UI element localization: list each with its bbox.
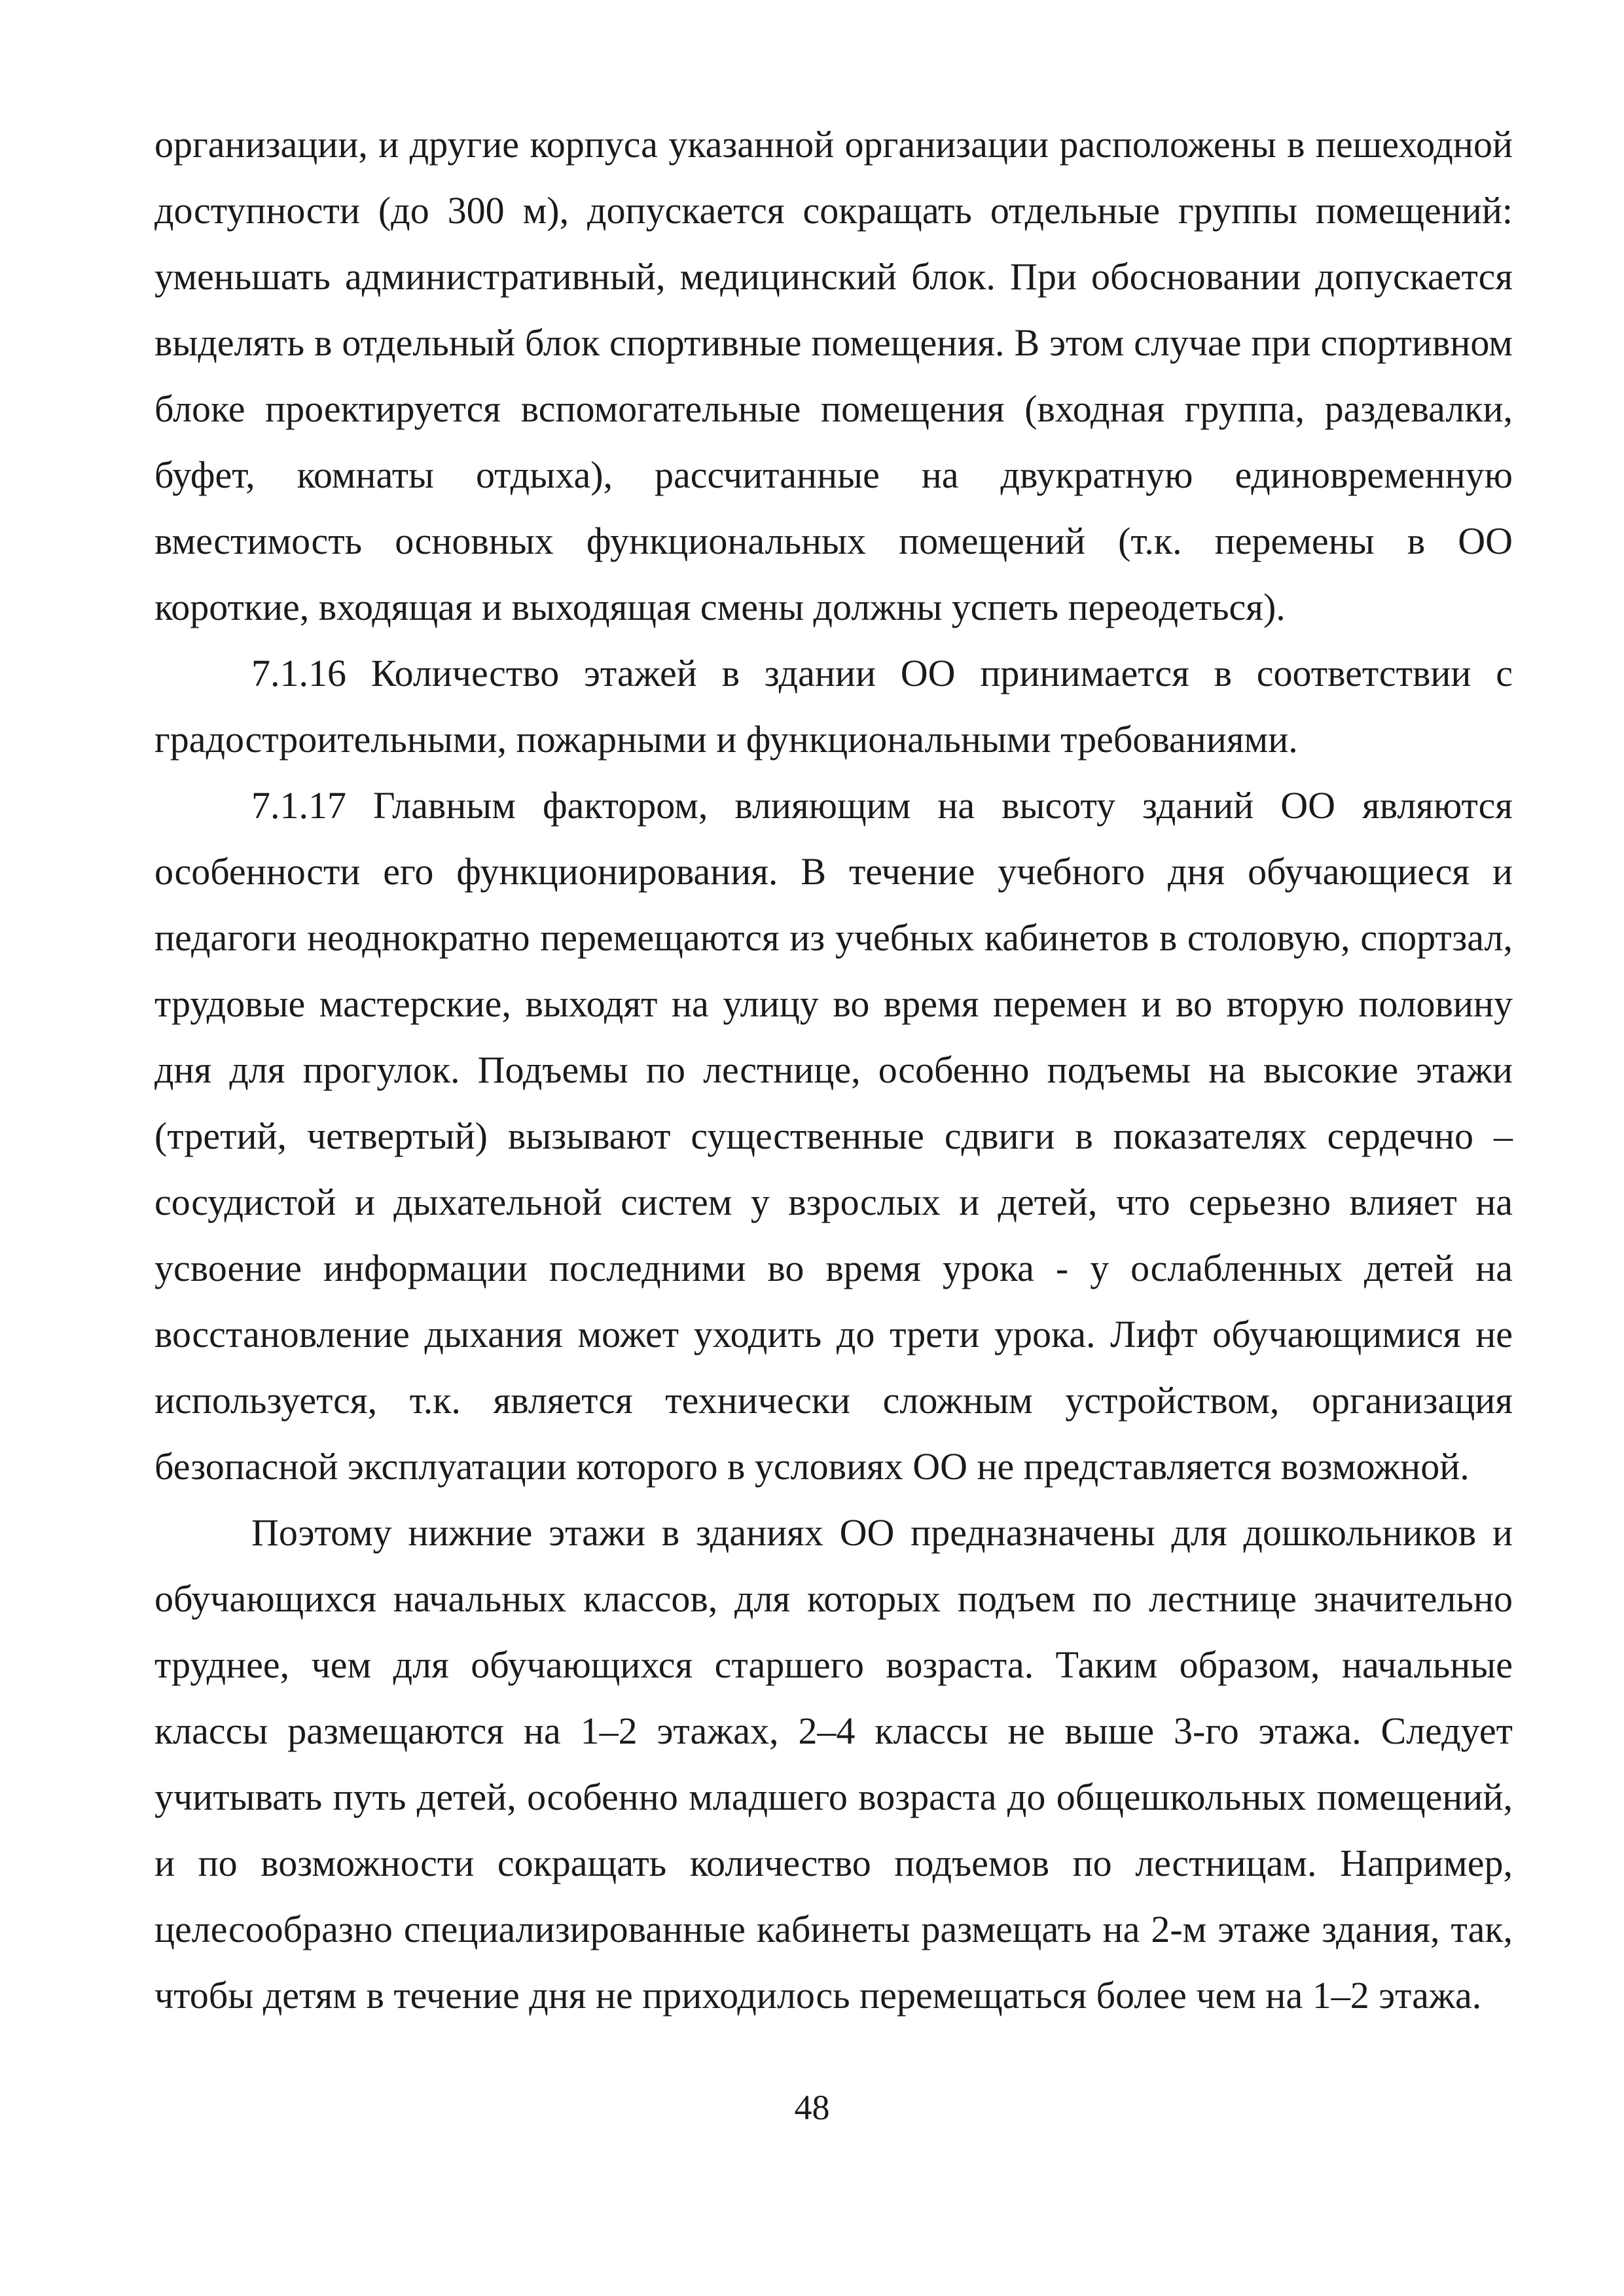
page-number: 48	[794, 2088, 830, 2127]
paragraph-7-1-16: 7.1.16 Количество этажей в здании ОО принимается в соответствии с градостроительными, пожарными и функциональными требованиями.	[154, 652, 1513, 761]
document-body	[154, 111, 1513, 2028]
paragraph-continuation: организации, и другие корпуса указанной организации расположены в пешеходной доступности (до 300 м), допускается сокращать отдельные группы помещений: уменьшать административный, медицинский блок. При обосновании допускается выделять в отдельный блок спортивные помещения. В этом случае при спортивном блоке проектируется вспомогательные помещения (входная группа, раздевалки, буфет, комнаты отдыха), рассчитанные на двукратную единовременную вместимость основных функциональных помещений (т.к. перемены в ОО короткие, входящая и выходящая смены должны успеть переодеться).	[154, 123, 1513, 628]
paragraph-floors-placement: Поэтому нижние этажи в зданиях ОО предназначены для дошкольников и обучающихся начальных классов, для которых подъем по лестнице значительно труднее, чем для обучающихся старшего возраста. Таким образом, начальные классы размещаются на 1–2 этажах, 2–4 классы не выше 3-го этажа. Следует учитывать путь детей, особенно младшего возраста до общешкольных помещений, и по возможности сокращать количество подъемов по лестницам. Например, целесообразно специализированные кабинеты размещать на 2-м этаже здания, так, чтобы детям в течение дня не приходилось перемещаться более чем на 1–2 этажа.	[154, 1511, 1513, 2017]
paragraph-7-1-17: 7.1.17 Главным фактором, влияющим на высоту зданий ОО являются особенности его функционирования. В течение учебного дня обучающиеся и педагоги неоднократно перемещаются из учебных кабинетов в столовую, спортзал, трудовые мастерские, выходят на улицу во время перемен и во вторую половину дня для прогулок. Подъемы по лестнице, особенно подъемы на высокие этажи (третий, четвертый) вызывают существенные сдвиги в показателях сердечно – сосудистой и дыхательной систем у взрослых и детей, что серьезно влияет на усвоение информации последними во время урока - у ослабленных детей на восстановление дыхания может уходить до трети урока. Лифт обучающимися не используется, т.к. является технически сложным устройством, организация безопасной эксплуатации которого в условиях ОО не представляется возможной.	[154, 784, 1513, 1488]
